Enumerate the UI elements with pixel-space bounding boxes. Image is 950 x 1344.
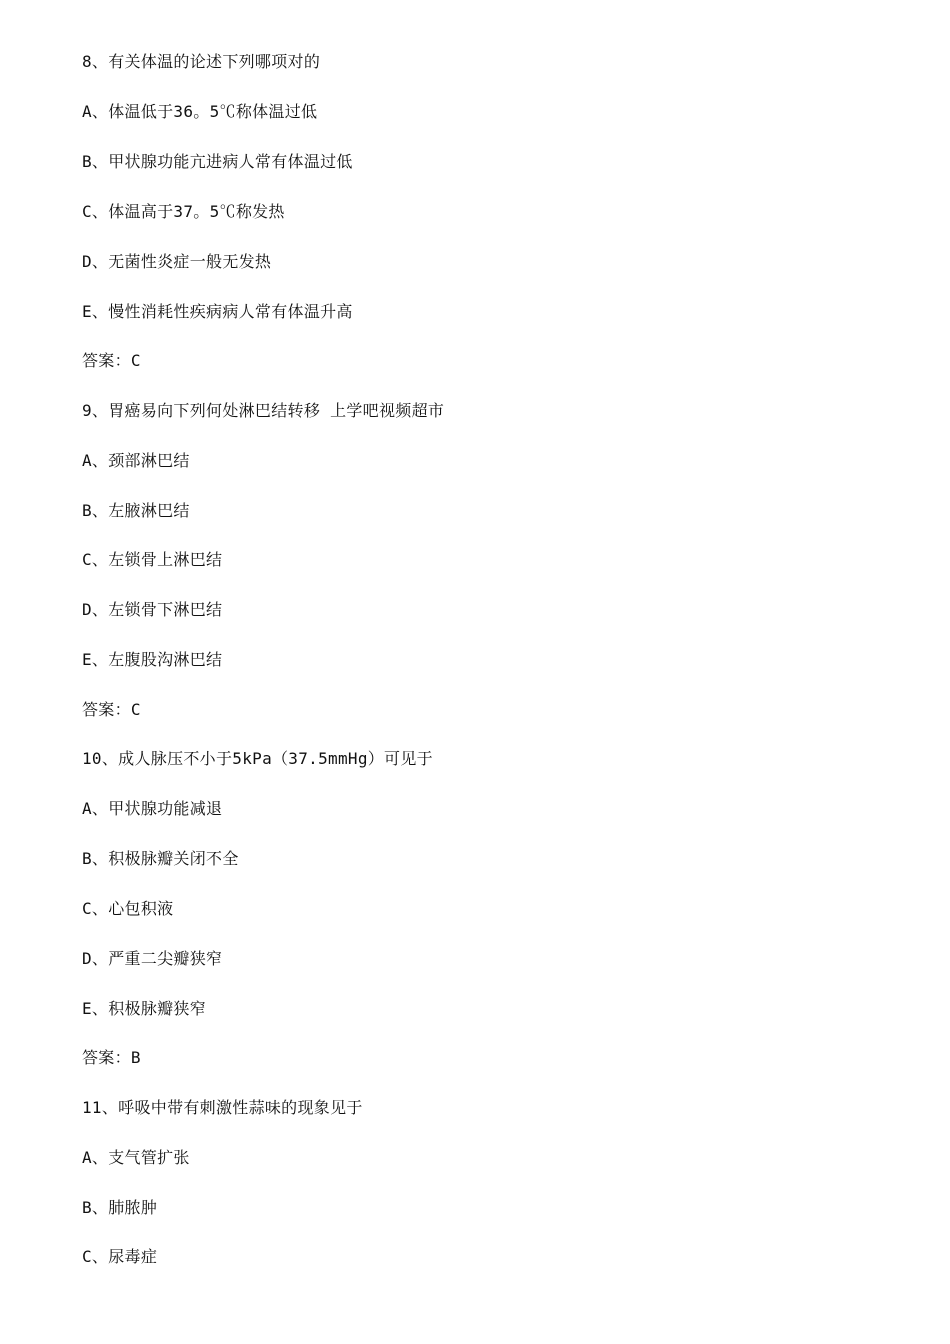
- question-9-option-b: B、左腋淋巴结: [82, 501, 190, 520]
- question-9-stem: 9、胃癌易向下列何处淋巴结转移 上学吧视频超市: [82, 401, 445, 420]
- question-9-option-d: D、左锁骨下淋巴结: [82, 600, 223, 619]
- question-8-option-e: E、慢性消耗性疾病病人常有体温升高: [82, 302, 353, 321]
- question-11-stem: 11、呼吸中带有刺激性蒜味的现象见于: [82, 1098, 363, 1117]
- question-8-stem: 8、有关体温的论述下列哪项对的: [82, 52, 321, 71]
- question-8-option-d: D、无菌性炎症一般无发热: [82, 252, 272, 271]
- question-10-option-d: D、严重二尖瓣狭窄: [82, 949, 223, 968]
- question-10-option-a: A、甲状腺功能减退: [82, 799, 223, 818]
- question-10-answer: 答案：B: [82, 1048, 141, 1067]
- question-10-option-c: C、心包积液: [82, 899, 174, 918]
- question-10-option-e: E、积极脉瓣狭窄: [82, 999, 207, 1018]
- question-9-option-e: E、左腹股沟淋巴结: [82, 650, 223, 669]
- question-8-option-c: C、体温高于37。5℃称发热: [82, 202, 285, 221]
- question-8-option-a: A、体温低于36。5℃称体温过低: [82, 102, 318, 121]
- question-8-answer: 答案：C: [82, 351, 141, 370]
- question-9-answer: 答案：C: [82, 700, 141, 719]
- question-8-option-b: B、甲状腺功能亢进病人常有体温过低: [82, 152, 353, 171]
- question-10-stem: 10、成人脉压不小于5kPa（37.5mmHg）可见于: [82, 749, 433, 768]
- question-11-option-b: B、肺脓肿: [82, 1198, 158, 1217]
- question-11-option-a: A、支气管扩张: [82, 1148, 190, 1167]
- question-9-option-c: C、左锁骨上淋巴结: [82, 550, 223, 569]
- question-11-option-c: C、尿毒症: [82, 1247, 158, 1266]
- question-10-option-b: B、积极脉瓣关闭不全: [82, 849, 239, 868]
- question-9-option-a: A、颈部淋巴结: [82, 451, 190, 470]
